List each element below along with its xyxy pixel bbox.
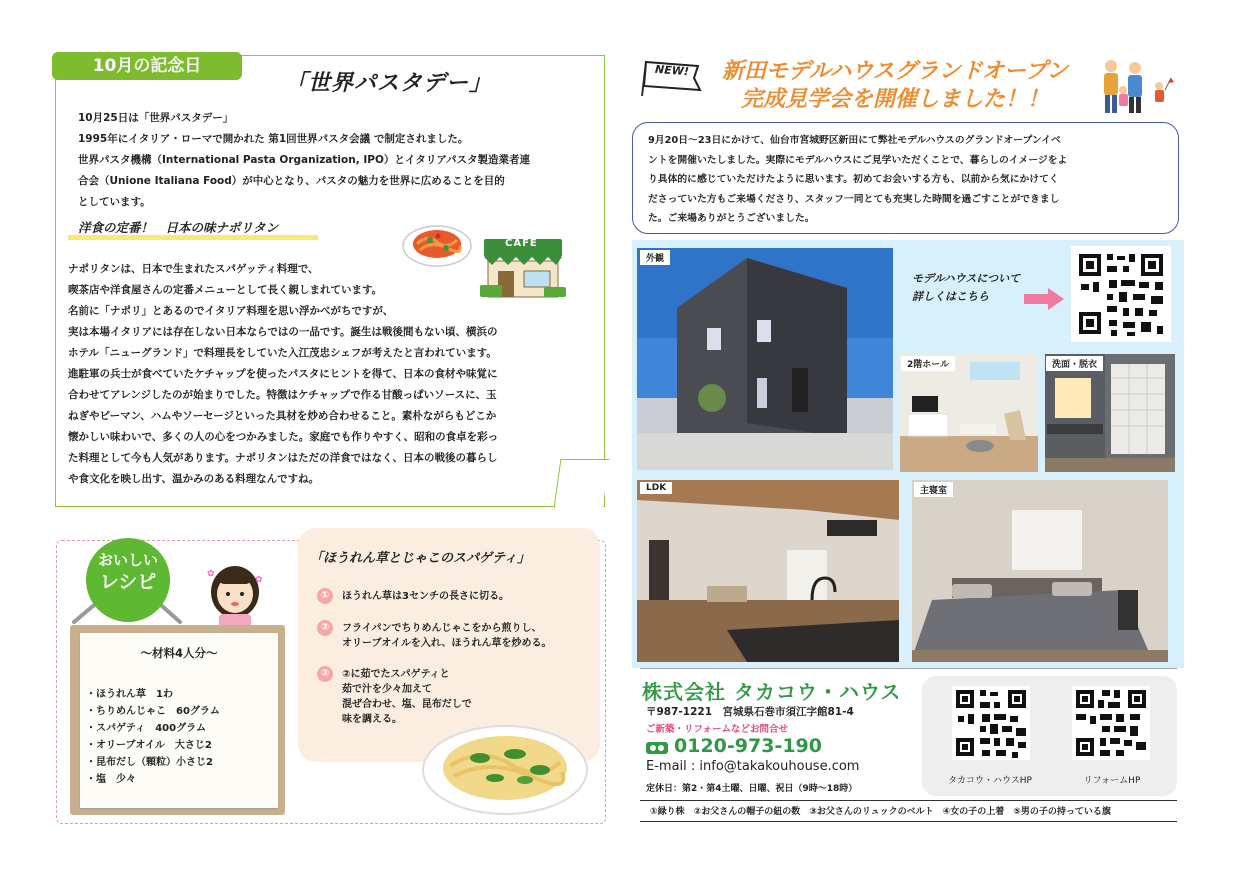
body-line: 名前に「ナポリ」とあるのでイタリア料理を思い浮かべがちですが、 — [68, 305, 394, 317]
ingredient-item: ・ちりめんじゃこ 60グラム — [86, 706, 220, 717]
headline — [700, 58, 1090, 114]
company-hp-label: タカコウ・ハウスHP — [948, 776, 1032, 786]
washroom-photo — [1045, 354, 1175, 472]
arrow-right-icon[interactable] — [1024, 288, 1064, 310]
recipe-title: 「ほうれん草とじゃこのスパゲティ」 — [310, 551, 530, 566]
inquiry-label: ご新築・リフォームなどお問合せ — [646, 724, 789, 735]
body-line: ナポリタンは、日本で生まれたスパゲッティ料理で、 — [68, 263, 319, 275]
ingredients-title: ～材料4人分～ — [140, 646, 218, 660]
event-info-text — [648, 131, 1168, 229]
info-line: り具体的に感じていただけたように思います。初めてお会いする方も、以前から気にかけてく — [648, 174, 1059, 185]
step-2-number: ② — [317, 620, 333, 636]
exterior-photo — [637, 248, 893, 470]
info-line: ださっていた方もご来場くださり、スタッフ一同とても充実した時間を過ごすことができまし — [648, 193, 1060, 205]
body-line: 実は本場イタリアには存在しない日本ならではの一品です。誕生は戦後間もない頃、横浜の — [68, 326, 498, 338]
body-line: や食文化を映し出す、温かみのある料理なんですね。 — [68, 473, 320, 485]
company-hp-qr-code[interactable] — [952, 686, 1030, 760]
step-3-number: ③ — [317, 666, 333, 682]
intro-line: 1995年にイタリア・ローマで開かれた 第1回世界パスタ会議 で制定されました。 — [78, 133, 469, 145]
step-line: 茹で汁を少々加えて — [342, 684, 432, 695]
headline-line-1: 新田モデルハウスグランドオープン — [721, 59, 1069, 84]
reform-hp-qr-code[interactable] — [1072, 686, 1150, 760]
phone-number[interactable]: 0120-973-190 — [674, 735, 822, 757]
body-line: 合わせてアレンジしたのが始まりでした。特徴はケチャップで作る甘酸っぱいソースに、玉 — [68, 389, 497, 401]
napolitan-body — [68, 259, 578, 490]
body-line: 喫茶店や洋食屋さんの定番メニューとして長く親しまれています。 — [68, 284, 383, 296]
ingredient-item: ・昆布だし（顆粒）小さじ2 — [86, 757, 213, 768]
step-1-text — [342, 589, 509, 604]
ingredient-item: ・塩 少々 — [86, 774, 136, 785]
divider — [640, 668, 1177, 669]
washroom-label: 洗面・脱衣 — [1046, 356, 1103, 371]
subheading: 洋食の定番！ 日本の味ナポリタン — [78, 220, 279, 235]
ldk-photo — [637, 480, 899, 662]
svg-text:✿: ✿ — [207, 569, 215, 579]
hall-label: 2階ホール — [901, 356, 955, 371]
anniversary-title: 「世界パスタデー」 — [285, 71, 493, 96]
spinach-pasta-illustration — [420, 718, 590, 818]
bedroom-photo — [912, 480, 1168, 662]
body-line: 懐かしい味わいで、多くの人の心をつかみました。家庭でも作りやすく、昭和の食卓を彩っ — [68, 431, 499, 443]
business-hours: 定休日：第2・第4土曜、日曜、祝日（9時～18時） — [646, 784, 858, 794]
step-line: 味を調える。 — [342, 714, 402, 725]
step-line: フライパンでちりめんじゃこをから煎りし、 — [342, 623, 542, 634]
step-1-number: ① — [317, 588, 333, 604]
body-line: ねぎやピーマン、ハムやソーセージといった具材を炒め合わせること。素朴ながらもどこか — [68, 410, 497, 422]
step-line: ②に茹でたスパゲティと — [342, 669, 450, 680]
ingredient-item: ・ほうれん草 1わ — [86, 689, 173, 700]
company-name: 株式会社 タカコウ・ハウス — [642, 680, 902, 704]
qr-caption — [912, 270, 1020, 306]
info-line: 9月20日～23日にかけて、仙台市宮城野区新田にて弊社モデルハウスのグランドオープンイベ — [648, 135, 1061, 146]
body-line: ホテル「ニューグランド」で料理長をしていた入江茂忠シェフが考えたと言われています。 — [68, 347, 497, 359]
new-flag-icon — [636, 56, 706, 100]
free-dial-icon — [646, 740, 668, 754]
new-badge-text: NEW! — [654, 62, 690, 79]
family-illustration — [1095, 56, 1175, 116]
quiz-answer-bar: ①緑り株 ②お父さんの帽子の紐の数 ③お父さんのリュックのベルト ④女の子の上着 ⑤男の子の持っている旗 — [640, 800, 1177, 822]
info-line: た。ご来場ありがとうございました。 — [648, 213, 815, 224]
ingredient-item: ・オリーブオイル 大さじ2 — [86, 740, 212, 751]
step-line: 混ぜ合わせ、塩、昆布だしで — [342, 699, 472, 710]
qr-caption-line-1: モデルハウスについて — [912, 272, 1021, 285]
step-line: ほうれん草は3センチの長さに切る。 — [342, 591, 509, 602]
bedroom-label: 主寝室 — [914, 482, 953, 497]
exterior-label: 外観 — [640, 250, 670, 265]
girl-illustration — [205, 562, 265, 628]
postal-address: 〒987-1221 宮城県石巻市須江字館81-4 — [646, 706, 854, 718]
badge-line-2: レシピ — [99, 571, 157, 593]
body-line: た料理として今も人気があります。ナポリタンはただの洋食ではなく、日本の戦後の暮らし — [68, 452, 498, 464]
intro-line: 世界パスタ機構（International Pasta Organization, IPO）とイタリアパスタ製造業者連 — [78, 154, 531, 166]
headline-line-2: 完成見学会を開催しました！！ — [740, 87, 1049, 112]
qr-caption-line-2: 詳しくはこちら — [912, 290, 989, 303]
anniversary-intro — [78, 108, 578, 213]
intro-line: としています。 — [78, 196, 151, 208]
step-line: オリーブオイルを入れ、ほうれん草を炒める。 — [342, 638, 552, 649]
anniversary-tab: 10月の記念日 — [52, 52, 242, 80]
hall-photo — [900, 354, 1038, 472]
email[interactable]: E-mail : info@takakouhouse.com — [646, 759, 860, 774]
ingredient-item: ・スパゲティ 400グラム — [86, 723, 206, 734]
ldk-label: LDK — [640, 482, 672, 494]
reform-hp-label: リフォームHP — [1083, 776, 1141, 786]
ingredients-list — [86, 686, 220, 788]
body-line: 進駐軍の兵士が食べていたケチャップを使ったパスタにヒントを得て、日本の食材や味覚に — [68, 368, 498, 380]
intro-line: 10月25日は「世界パスタデー」 — [78, 112, 234, 124]
intro-line: 合会（Unione Italiana Food）が中心となり、パスタの魅力を世界に広めることを目的 — [78, 175, 505, 187]
step-2-text — [342, 621, 552, 651]
cafe-sign: CAFE — [505, 238, 538, 249]
badge-line-1: おいしい — [97, 551, 158, 569]
info-line: ントを開催いたしました。実際にモデルハウスにご見学いただくことで、暮らしのイメージをよ — [648, 154, 1068, 166]
model-house-qr-code[interactable] — [1071, 246, 1171, 342]
recipe-badge-text — [80, 549, 176, 593]
svg-text:✿: ✿ — [255, 575, 263, 585]
